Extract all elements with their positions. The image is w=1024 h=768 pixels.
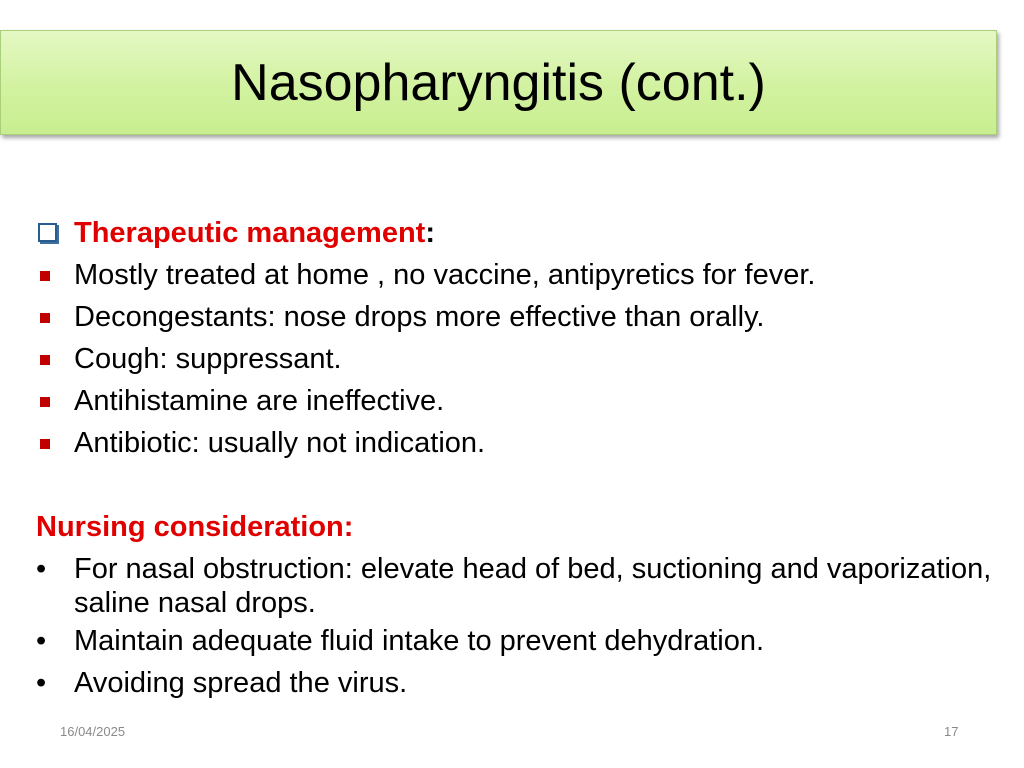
title-bar [0,30,997,135]
square-bullet-icon [40,397,50,407]
list-item [36,548,996,620]
bullet-dot-icon: • [36,667,47,699]
section-heading-nursing [36,506,996,548]
list-item-text: Decongestants: nose drops more effective than orally. [74,301,765,333]
footer-date: 16/04/2025 [60,724,126,739]
list-item-text: Antibiotic: usually not indication. [74,427,486,459]
bullet-dot-icon: • [36,625,47,657]
list-item-text: Maintain adequate fluid intake to prevent dehydration. [74,625,765,657]
list-item [36,422,996,464]
page-number: 17 [944,724,959,739]
bullet-dot-icon: • [36,553,47,585]
square-bullet-icon [40,313,50,323]
square-bullet-icon [40,355,50,365]
list-item-text: Mostly treated at home , no vaccine, antipyretics for fever. [74,259,816,291]
section-heading-therapeutic [36,212,996,254]
list-item [36,620,996,662]
list-item-text: Avoiding spread the virus. [74,667,408,699]
list-item [36,254,996,296]
page-title: Nasopharyngitis (cont.) [231,53,766,112]
list-item [36,662,996,704]
list-item-text: Cough: suppressant. [74,343,342,375]
nursing-heading: Nursing consideration: [36,511,354,543]
square-bullet-icon [40,271,50,281]
spacer [36,464,996,506]
therapeutic-heading: Therapeutic management [74,217,426,249]
checkbox-icon [38,223,57,242]
list-item-text: Antihistamine are ineffective. [74,385,445,417]
list-item-text: For nasal obstruction: elevate head of bed, suctioning and vaporization, saline nasal drops. [74,553,992,619]
list-item [36,296,996,338]
list-item [36,380,996,422]
square-bullet-icon [40,439,50,449]
list-item [36,338,996,380]
heading-colon: : [425,217,435,249]
slide-content [36,212,996,704]
